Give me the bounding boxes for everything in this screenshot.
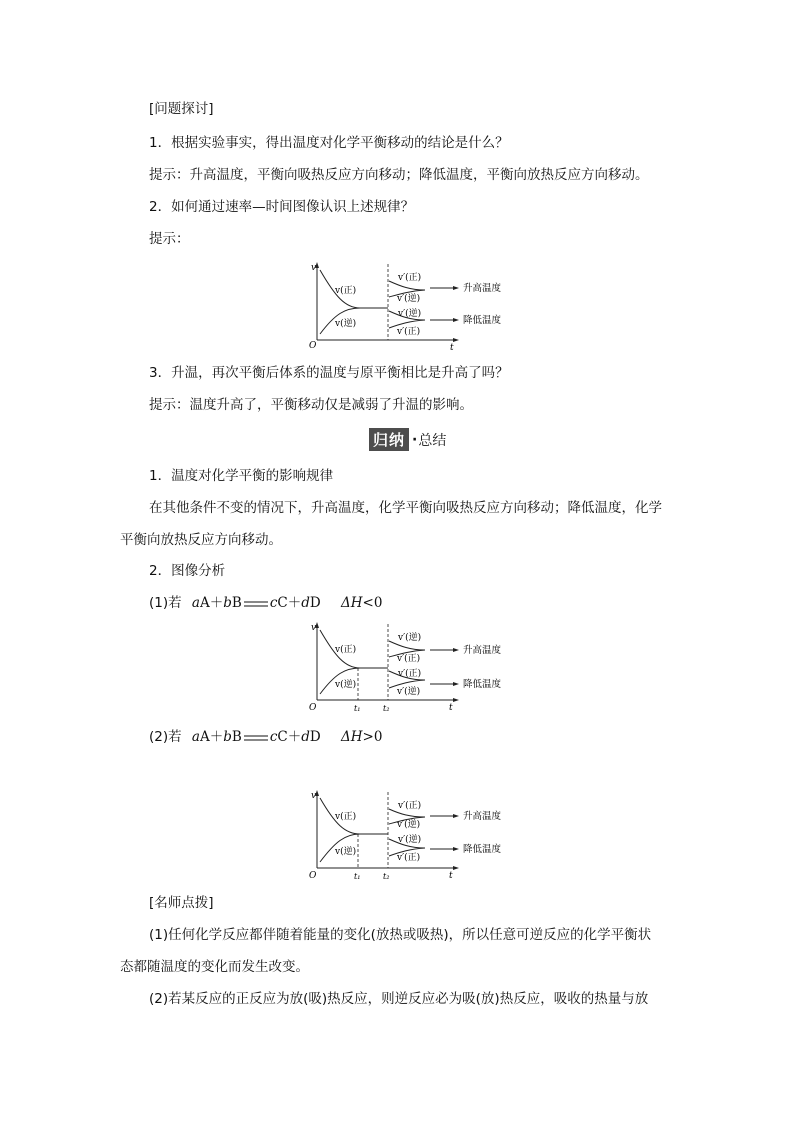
coef-a: a [191, 595, 200, 611]
origin-label: O [309, 703, 317, 713]
label-v-fwd: v(正) [335, 286, 357, 296]
answer-2: 提示： [149, 231, 190, 247]
species-D: D [309, 729, 321, 745]
species-C: C＋ [277, 595, 302, 611]
tip-2-line-1: (2)若某反应的正反应为放(吸)热反应，则逆反应必为吸(放)热反应，吸收的热量与放 [149, 991, 649, 1007]
label-vp-fwd-up: v′(正) [398, 273, 422, 283]
label-lower-temp: 降低温度 [463, 844, 502, 855]
delta-h-sign: >0 [362, 729, 383, 745]
t1-label: t₁ [354, 704, 361, 713]
axis-t-label: t [449, 703, 453, 713]
species-B: B [231, 729, 242, 745]
label-v-rev: v(逆) [335, 319, 357, 329]
case-2-prefix: (2)若 [149, 729, 182, 745]
species-A: A＋ [199, 729, 224, 745]
rule-line-2: 平衡向放热反应方向移动。 [120, 532, 282, 548]
label-vp-fwd-down: v′(正) [397, 853, 421, 863]
label-vp-rev-up: v′(逆) [397, 820, 421, 830]
tip-1-line-1: (1)任何化学反应都伴随着能量的变化(放热或吸热)，所以任意可逆反应的化学平衡状 [149, 927, 652, 943]
rule-title: 1．温度对化学平衡的影响规律 [149, 468, 334, 484]
label-v-rev: v(逆) [335, 847, 357, 857]
coef-d: d [301, 595, 310, 611]
graph-analysis-title: 2．图像分析 [149, 563, 226, 579]
heading-problem-discussion: [问题探讨] [149, 101, 214, 117]
label-vp-rev-down: v′(逆) [398, 309, 422, 319]
heading-teacher-tip: [名师点拨] [149, 895, 214, 911]
coef-c: c [269, 729, 278, 745]
coef-b: b [223, 729, 232, 745]
axis-v-label: v [311, 623, 317, 633]
label-vp-rev-up: v′(逆) [398, 633, 422, 643]
axis-t-label: t [450, 343, 454, 351]
rate-time-diagram-2 [300, 616, 530, 716]
label-raise-temp: 升高温度 [463, 645, 502, 656]
badge-box: 归纳 [369, 428, 409, 451]
answer-3: 提示：温度升高了，平衡移动仅是减弱了升温的影响。 [149, 397, 473, 413]
question-2: 2．如何通过速率—时间图像认识上述规律？ [149, 199, 415, 215]
badge-dot: · [412, 431, 418, 448]
badge-text: 总结 [418, 432, 447, 449]
delta-h: ΔH [341, 595, 363, 611]
label-lower-temp: 降低温度 [463, 679, 502, 690]
label-v-rev: v(逆) [335, 680, 357, 690]
coef-d: d [301, 729, 310, 745]
case-1-prefix: (1)若 [149, 595, 182, 611]
coef-c: c [269, 595, 278, 611]
summary-badge [369, 428, 446, 451]
label-vp-rev-up: v′(逆) [397, 294, 421, 304]
origin-label: O [309, 871, 317, 881]
label-vp-fwd-down: v′(正) [397, 327, 421, 337]
species-D: D [309, 595, 321, 611]
label-vp-rev-down: v′(逆) [398, 835, 422, 845]
label-raise-temp: 升高温度 [463, 283, 502, 294]
coef-b: b [223, 595, 232, 611]
species-C: C＋ [277, 729, 302, 745]
label-v-fwd: v(正) [335, 645, 357, 655]
case-1-equation [149, 593, 382, 613]
question-1: 1．根据实验事实，得出温度对化学平衡移动的结论是什么？ [149, 135, 509, 151]
label-v-fwd: v(正) [335, 812, 357, 822]
label-raise-temp: 升高温度 [463, 811, 502, 822]
equilibrium-arrow-icon [243, 599, 269, 609]
axis-t-label: t [449, 871, 453, 881]
rule-line-1: 在其他条件不变的情况下，升高温度，化学平衡向吸热反应方向移动；降低温度，化学 [149, 500, 662, 516]
rate-time-diagram-1 [300, 256, 530, 351]
species-B: B [231, 595, 242, 611]
equilibrium-arrow-icon [243, 733, 269, 743]
t2-label: t₂ [383, 704, 390, 713]
delta-h-sign: <0 [362, 595, 383, 611]
coef-a: a [191, 729, 200, 745]
origin-label: O [309, 341, 317, 351]
axis-v-label: v [311, 263, 317, 273]
label-vp-rev-down: v′(逆) [397, 687, 421, 697]
answer-1: 提示：升高温度，平衡向吸热反应方向移动；降低温度，平衡向放热反应方向移动。 [149, 167, 649, 183]
rate-time-diagram-3 [300, 784, 530, 884]
label-vp-fwd-down: v′(正) [398, 669, 422, 679]
case-2-equation [149, 727, 382, 747]
species-A: A＋ [199, 595, 224, 611]
t1-label: t₁ [354, 872, 361, 881]
question-3: 3．升温，再次平衡后体系的温度与原平衡相比是升高了吗？ [149, 365, 509, 381]
label-vp-fwd-up: v′(正) [398, 801, 422, 811]
label-lower-temp: 降低温度 [463, 315, 502, 326]
t2-label: t₂ [383, 872, 390, 881]
axis-v-label: v [311, 791, 317, 801]
tip-1-line-2: 态都随温度的变化而发生改变。 [120, 959, 309, 975]
label-vp-fwd-up: v′(正) [397, 654, 421, 664]
delta-h: ΔH [341, 729, 363, 745]
